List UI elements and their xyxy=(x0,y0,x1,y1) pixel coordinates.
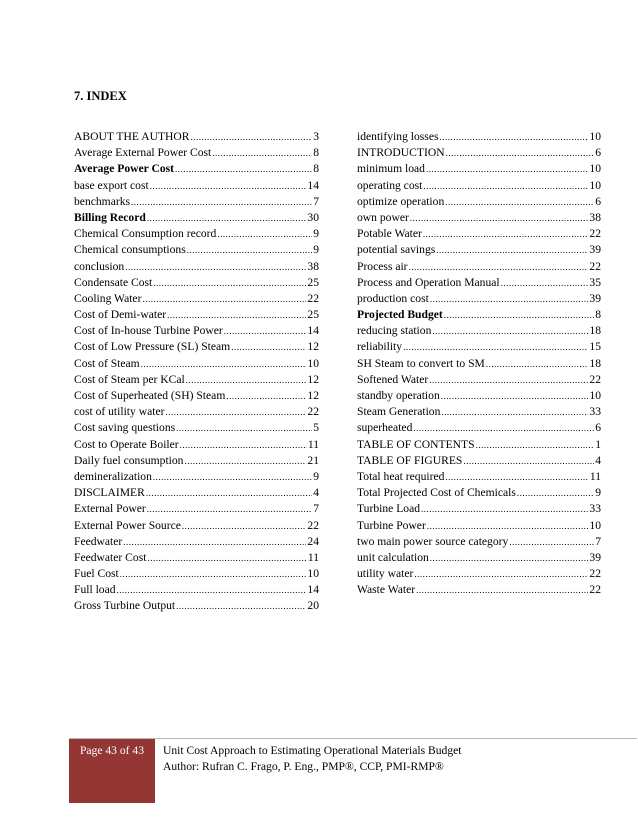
index-entry-page: 6 xyxy=(595,421,601,435)
index-entry xyxy=(357,534,601,550)
index-entry xyxy=(74,210,319,226)
index-entry xyxy=(357,453,601,469)
index-entry-page: 10 xyxy=(589,178,601,192)
index-entry-page: 11 xyxy=(307,437,319,451)
dot-leader xyxy=(426,161,588,177)
index-entry xyxy=(74,323,319,339)
dot-leader xyxy=(120,566,307,582)
index-entry-page: 22 xyxy=(307,405,319,419)
index-entry-label: Average External Power Cost xyxy=(74,146,212,160)
dot-leader xyxy=(167,307,306,323)
index-entry xyxy=(357,356,601,372)
index-entry-page: 14 xyxy=(307,583,319,597)
index-entry-label: Cost of In-house Turbine Power xyxy=(74,324,223,338)
dot-leader xyxy=(184,453,306,469)
dot-leader xyxy=(182,518,307,534)
index-entry-label: Cost of Low Pressure (SL) Steam xyxy=(74,340,231,354)
index-entry xyxy=(357,323,601,339)
index-entry-label: base export cost xyxy=(74,178,149,192)
index-entry xyxy=(74,501,319,517)
index-entry xyxy=(74,291,319,307)
index-entry xyxy=(357,226,601,242)
index-entry-page: 12 xyxy=(307,389,319,402)
index-entry xyxy=(357,501,601,517)
index-entry-page: 1 xyxy=(595,437,601,451)
index-entry-label: superheated xyxy=(357,421,413,435)
dot-leader xyxy=(436,242,588,258)
index-entry-page: 25 xyxy=(307,275,319,289)
index-entry-label: own power xyxy=(357,210,409,224)
index-entry xyxy=(74,485,319,501)
dot-leader xyxy=(147,550,306,566)
index-entry-label: Full load xyxy=(74,583,116,597)
index-entry-page: 22 xyxy=(307,291,319,305)
index-entry-page: 10 xyxy=(307,567,319,581)
index-entry-label: demineralization xyxy=(74,469,152,483)
index-entry xyxy=(74,372,319,388)
dot-leader xyxy=(423,226,589,242)
index-entry xyxy=(357,291,601,307)
dot-leader xyxy=(486,356,589,372)
dot-leader xyxy=(165,404,306,420)
dot-leader xyxy=(175,161,312,177)
index-entry-label: TABLE OF CONTENTS xyxy=(357,437,475,451)
index-entry xyxy=(357,275,601,291)
dot-leader xyxy=(423,178,588,194)
index-entry xyxy=(357,129,601,145)
index-entry-page: 22 xyxy=(589,227,601,241)
index-entry-page: 10 xyxy=(589,162,601,176)
dot-leader xyxy=(212,145,312,161)
index-entry-label: Fuel Cost xyxy=(74,567,119,581)
dot-leader xyxy=(176,598,306,614)
index-entry-page: 20 xyxy=(307,599,319,613)
index-entry xyxy=(357,388,601,404)
index-entry xyxy=(74,242,319,258)
index-entry-page: 14 xyxy=(307,178,319,192)
index-entry-label: Feedwater xyxy=(74,534,123,548)
index-entry-page: 3 xyxy=(313,130,319,143)
index-entry-page: 39 xyxy=(589,550,601,564)
dot-leader xyxy=(476,437,595,453)
index-entry-label: Cost of Steam per KCal xyxy=(74,372,185,386)
dot-leader xyxy=(414,566,588,582)
dot-leader xyxy=(445,469,588,485)
index-entry-label: Total heat required xyxy=(357,469,445,483)
index-entry-page: 7 xyxy=(595,534,601,548)
index-entry-label: Feedwater Cost xyxy=(74,550,147,564)
footer-text xyxy=(163,743,462,774)
index-entry-label: Daily fuel consumption xyxy=(74,453,184,467)
page-number-badge: Page 43 of 43 xyxy=(69,739,155,803)
dot-leader xyxy=(146,485,312,501)
index-entry xyxy=(74,518,319,534)
index-entry-page: 22 xyxy=(307,518,319,532)
index-entry-page: 39 xyxy=(589,291,601,305)
index-entry xyxy=(357,404,601,420)
dot-leader xyxy=(217,226,312,242)
dot-leader xyxy=(153,469,312,485)
index-entry-page: 9 xyxy=(313,469,319,483)
index-entry-label: INTRODUCTION xyxy=(357,146,445,160)
index-entry xyxy=(74,259,319,275)
dot-leader xyxy=(191,129,313,145)
index-entry xyxy=(357,145,601,161)
index-entry xyxy=(74,226,319,242)
index-entry-label: Process and Operation Manual xyxy=(357,275,500,289)
document-author: Author: Rufran C. Frago, P. Eng., PMP®, CCP, PMI-RMP® xyxy=(163,759,444,773)
index-entry-label: Condensate Cost xyxy=(74,275,153,289)
index-entry-page: 8 xyxy=(313,146,319,160)
index-entry-label: Gross Turbine Output xyxy=(74,599,176,613)
index-entry-page: 4 xyxy=(313,486,319,500)
index-entry xyxy=(74,388,319,404)
index-entry xyxy=(74,598,319,614)
index-entry xyxy=(74,534,319,550)
dot-leader xyxy=(463,453,594,469)
index-entry-page: 12 xyxy=(307,372,319,386)
index-entry-label: Cost saving questions xyxy=(74,421,176,435)
index-entry-label: Average Power Cost xyxy=(74,162,175,176)
dot-leader xyxy=(403,339,588,355)
index-entry xyxy=(74,437,319,453)
index-entry-label: Cooling Water xyxy=(74,291,142,305)
index-entry-label: Process air xyxy=(357,259,408,273)
index-entry-label: External Power Source xyxy=(74,518,181,532)
index-entry-label: conclusion xyxy=(74,259,125,273)
index-entry-page: 35 xyxy=(589,275,601,289)
document-title: Unit Cost Approach to Estimating Operational Materials Budget xyxy=(163,744,462,757)
index-entry xyxy=(357,437,601,453)
index-entry xyxy=(357,307,601,323)
index-entry xyxy=(357,242,601,258)
index-entry-label: operating cost xyxy=(357,178,423,192)
dot-leader xyxy=(231,339,306,355)
index-entry xyxy=(74,339,319,355)
index-entry xyxy=(74,356,319,372)
index-entry xyxy=(74,404,319,420)
index-entry-label: minimum load xyxy=(357,162,425,176)
index-entry xyxy=(74,453,319,469)
index-entry-label: DISCLAIMER xyxy=(74,486,145,500)
dot-leader xyxy=(445,194,594,210)
index-entry-label: Total Projected Cost of Chemicals xyxy=(357,486,516,500)
dot-leader xyxy=(427,518,589,534)
index-entry-page: 10 xyxy=(589,130,601,143)
index-entry-page: 6 xyxy=(595,146,601,160)
index-entry xyxy=(357,485,601,501)
dot-leader xyxy=(430,550,589,566)
index-entry-page: 11 xyxy=(307,550,319,564)
index-entry xyxy=(74,550,319,566)
index-entry-page: 38 xyxy=(307,259,319,273)
index-entry-page: 9 xyxy=(313,227,319,241)
dot-leader xyxy=(432,323,588,339)
dot-leader xyxy=(123,534,306,550)
dot-leader xyxy=(409,259,589,275)
index-column-right xyxy=(357,129,601,598)
dot-leader xyxy=(446,145,595,161)
index-entry-page: 22 xyxy=(589,259,601,273)
index-entry-label: unit calculation xyxy=(357,550,429,564)
index-entry xyxy=(357,372,601,388)
index-entry xyxy=(74,307,319,323)
index-entry xyxy=(74,178,319,194)
dot-leader xyxy=(186,372,307,388)
dot-leader xyxy=(180,437,307,453)
dot-leader xyxy=(131,194,312,210)
index-entry-label: Waste Water xyxy=(357,583,416,597)
index-entry xyxy=(74,161,319,177)
dot-leader xyxy=(444,307,594,323)
index-entry-label: reducing station xyxy=(357,324,432,338)
dot-leader xyxy=(150,178,307,194)
index-entry-page: 14 xyxy=(307,324,319,338)
dot-leader xyxy=(416,582,588,598)
dot-leader xyxy=(439,129,588,145)
index-entry xyxy=(357,550,601,566)
index-entry-page: 33 xyxy=(589,405,601,419)
dot-leader xyxy=(142,291,306,307)
index-entry xyxy=(74,566,319,582)
index-entry-label: External Power xyxy=(74,502,146,516)
dot-leader xyxy=(429,372,588,388)
index-entry-page: 8 xyxy=(595,308,601,322)
index-entry-label: two main power source category xyxy=(357,534,509,548)
index-entry xyxy=(74,194,319,210)
index-entry-page: 7 xyxy=(313,502,319,516)
index-entry-label: Projected Budget xyxy=(357,308,443,322)
index-entry xyxy=(357,420,601,436)
dot-leader xyxy=(187,242,312,258)
index-entry-label: Cost of Demi-water xyxy=(74,308,167,322)
index-entry xyxy=(74,582,319,598)
index-entry-label: Cost to Operate Boiler xyxy=(74,437,179,451)
index-entry-label: standby operation xyxy=(357,389,440,402)
dot-leader xyxy=(153,275,306,291)
index-entry-page: 7 xyxy=(313,194,319,208)
index-entry-page: 18 xyxy=(589,356,601,370)
index-heading: 7. INDEX xyxy=(74,89,127,103)
index-entry-page: 33 xyxy=(589,502,601,516)
dot-leader xyxy=(224,323,307,339)
index-entry xyxy=(74,129,319,145)
index-entry xyxy=(74,469,319,485)
dot-leader xyxy=(226,388,306,404)
index-entry-page: 18 xyxy=(589,324,601,338)
index-entry-page: 5 xyxy=(313,421,319,435)
index-entry-page: 4 xyxy=(595,453,601,467)
index-entry xyxy=(74,420,319,436)
index-entry-label: TABLE OF FIGURES xyxy=(357,453,463,467)
index-entry-label: reliability xyxy=(357,340,403,354)
index-entry-page: 6 xyxy=(595,194,601,208)
index-entry-page: 21 xyxy=(307,453,319,467)
index-entry-page: 12 xyxy=(307,340,319,354)
index-entry-page: 38 xyxy=(589,210,601,224)
index-entry-page: 11 xyxy=(589,469,601,483)
index-entry-label: Turbine Power xyxy=(357,518,426,532)
index-entry xyxy=(357,518,601,534)
dot-leader xyxy=(509,534,594,550)
dot-leader xyxy=(501,275,589,291)
index-entry xyxy=(357,210,601,226)
index-entry-page: 24 xyxy=(307,534,319,548)
index-entry-label: Cost of Superheated (SH) Steam xyxy=(74,389,226,402)
dot-leader xyxy=(430,291,589,307)
index-entry-label: Chemical consumptions xyxy=(74,243,186,257)
index-entry xyxy=(74,275,319,291)
index-entry-label: Potable Water xyxy=(357,227,422,241)
index-entry-page: 10 xyxy=(589,518,601,532)
index-entry-label: Chemical Consumption record xyxy=(74,227,217,241)
index-entry-page: 22 xyxy=(589,583,601,597)
dot-leader xyxy=(117,582,307,598)
index-entry xyxy=(357,566,601,582)
dot-leader xyxy=(421,501,588,517)
dot-leader xyxy=(517,485,594,501)
index-entry-page: 30 xyxy=(307,210,319,224)
dot-leader xyxy=(147,210,307,226)
index-entry xyxy=(74,145,319,161)
dot-leader xyxy=(176,420,312,436)
index-entry-page: 25 xyxy=(307,308,319,322)
index-entry-page: 15 xyxy=(589,340,601,354)
index-entry-label: Softened Water xyxy=(357,372,429,386)
index-entry-label: production cost xyxy=(357,291,429,305)
index-entry-label: Turbine Load xyxy=(357,502,421,516)
index-entry-label: ABOUT THE AUTHOR xyxy=(74,130,190,143)
index-entry xyxy=(357,582,601,598)
index-entry-page: 10 xyxy=(307,356,319,370)
index-entry xyxy=(357,161,601,177)
index-entry-page: 8 xyxy=(313,162,319,176)
index-entry xyxy=(357,178,601,194)
dot-leader xyxy=(125,259,306,275)
index-entry-label: benchmarks xyxy=(74,194,131,208)
index-entry-page: 10 xyxy=(589,389,601,402)
index-entry xyxy=(357,469,601,485)
index-entry-label: Steam Generation xyxy=(357,405,441,419)
index-entry xyxy=(357,259,601,275)
dot-leader xyxy=(141,356,307,372)
dot-leader xyxy=(147,501,312,517)
index-entry-label: utility water xyxy=(357,567,414,581)
index-entry-page: 9 xyxy=(595,486,601,500)
index-entry-label: cost of utility water xyxy=(74,405,165,419)
index-entry-page: 22 xyxy=(589,372,601,386)
index-entry-label: identifying losses xyxy=(357,130,439,143)
dot-leader xyxy=(410,210,589,226)
index-entry-page: 22 xyxy=(589,567,601,581)
dot-leader xyxy=(413,420,594,436)
dot-leader xyxy=(441,388,589,404)
index-entry xyxy=(357,339,601,355)
index-entry-label: optimize operation xyxy=(357,194,445,208)
index-entry-page: 39 xyxy=(589,243,601,257)
index-entry-label: Cost of Steam xyxy=(74,356,140,370)
index-entry-page: 9 xyxy=(313,243,319,257)
index-entry-label: potential savings xyxy=(357,243,436,257)
index-entry xyxy=(357,194,601,210)
dot-leader xyxy=(441,404,588,420)
index-entry-label: SH Steam to convert to SM xyxy=(357,356,485,370)
index-entry-label: Billing Record xyxy=(74,210,146,224)
index-column-left xyxy=(74,129,319,615)
